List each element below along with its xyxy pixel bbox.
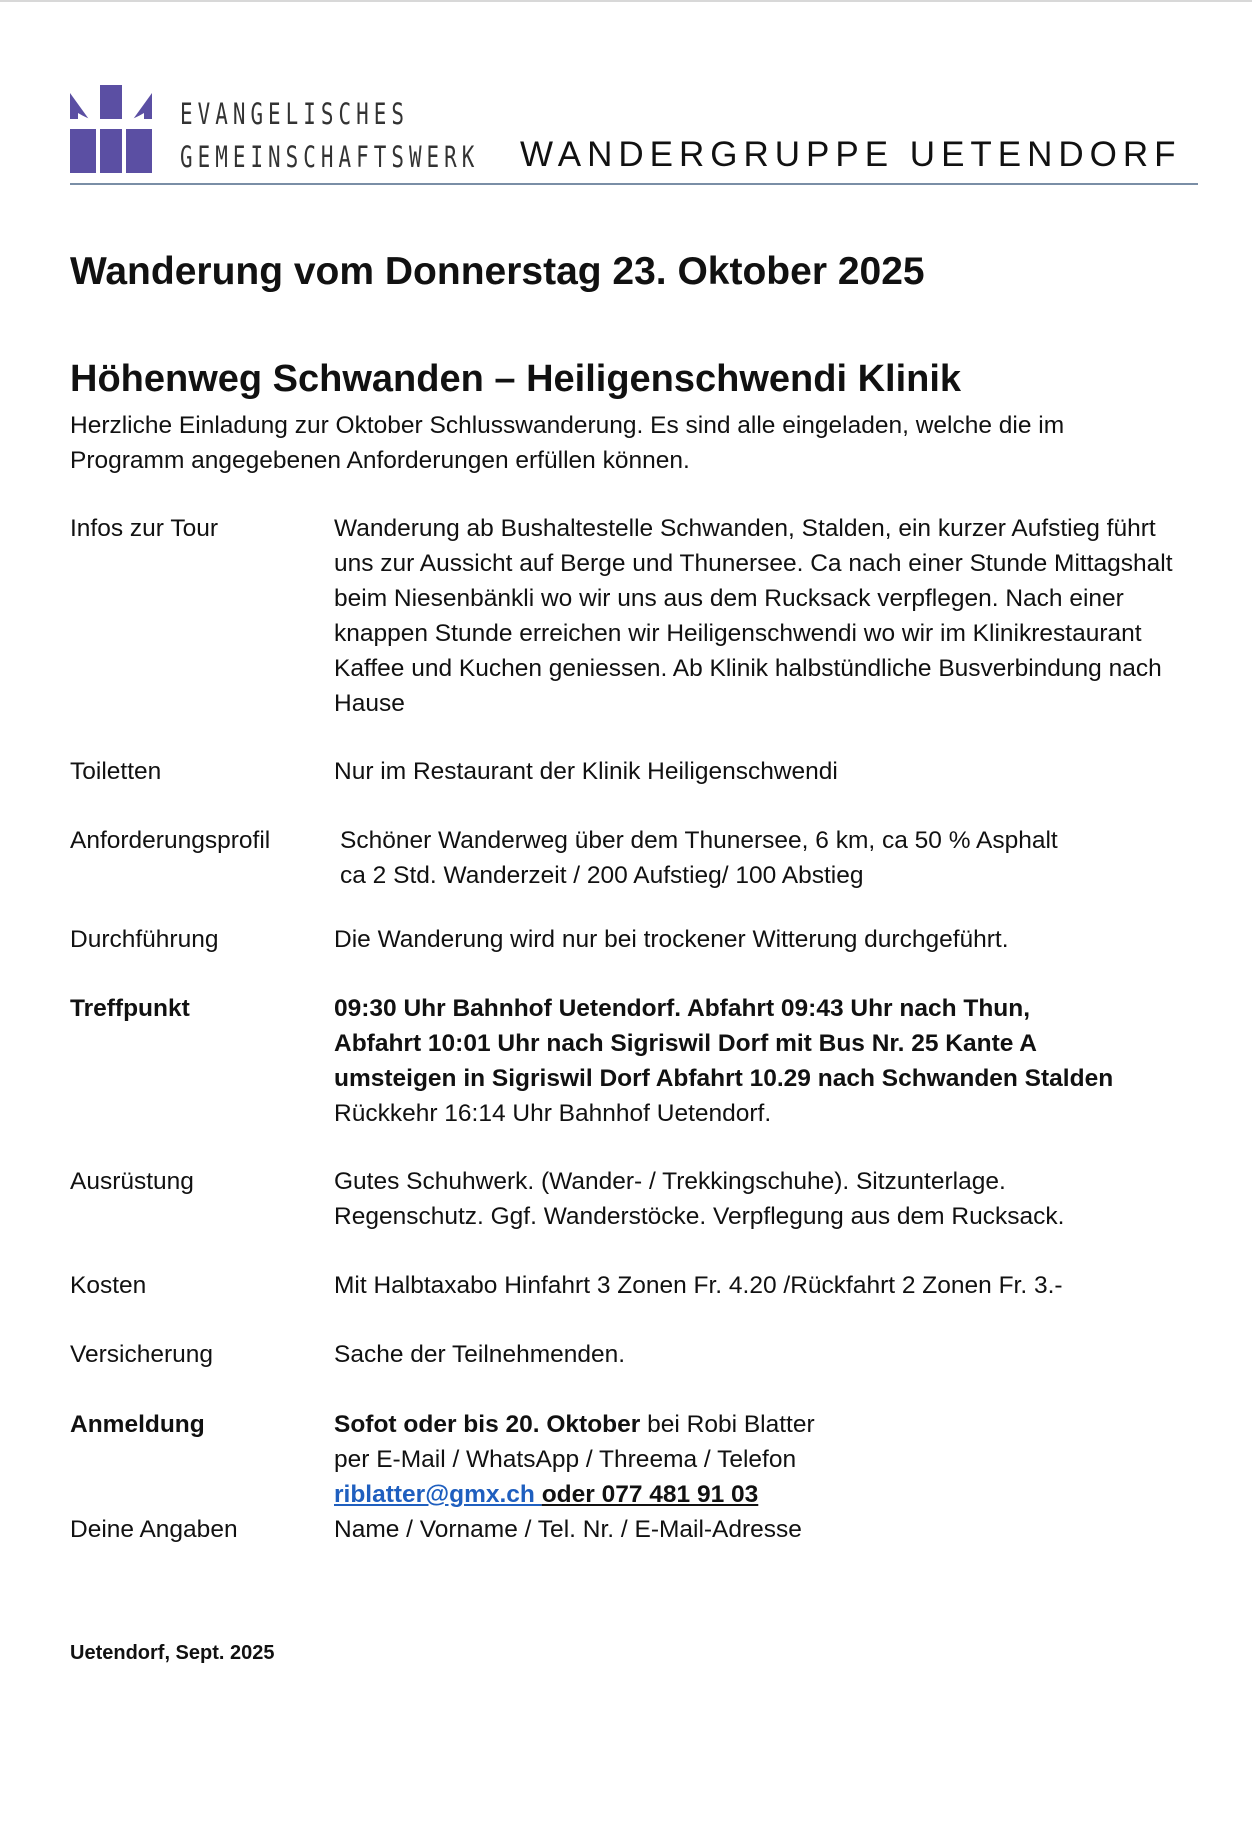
text-line: Schöner Wanderweg über dem Thunersee, 6 km, ca 50 % Asphalt (340, 827, 1058, 854)
intro-line: Programm angegebenen Anforderungen erfüllen können. (70, 447, 690, 474)
section-label: Anforderungsprofil (70, 827, 271, 854)
letterhead (70, 85, 1198, 185)
text-line: ca 2 Std. Wanderzeit / 200 Aufstieg/ 100 Abstieg (340, 862, 864, 889)
text-line: Nur im Restaurant der Klinik Heiligenschwendi (334, 758, 838, 785)
section-label: Anmeldung (70, 1411, 205, 1438)
text-line: 09:30 Uhr Bahnhof Uetendorf. Abfahrt 09:43 Uhr nach Thun, (334, 995, 1031, 1022)
section-label: Toiletten (70, 758, 162, 785)
text-line: Regenschutz. Ggf. Wanderstöcke. Verpflegung aus dem Rucksack. (334, 1203, 1065, 1230)
text-line: umsteigen in Sigriswil Dorf Abfahrt 10.29 nach Schwanden Stalden (334, 1065, 1114, 1092)
church-logo-icon (70, 85, 152, 173)
text-line (334, 1407, 1252, 1442)
intro-text (70, 408, 1180, 478)
org-name (180, 93, 479, 179)
header-divider (70, 183, 1198, 185)
text-line: Rückkehr 16:14 Uhr Bahnhof Uetendorf. (334, 1100, 772, 1127)
text-line: Mit Halbtaxabo Hinfahrt 3 Zonen Fr. 4.20 /Rückfahrt 2 Zonen Fr. 3.- (334, 1272, 1063, 1299)
org-line-1: EVANGELISCHES (180, 97, 409, 131)
phone-number: oder 077 481 91 03 (541, 1481, 759, 1508)
footer-place-date: Uetendorf, Sept. 2025 (70, 1642, 275, 1664)
intro-line: Herzliche Einladung zur Oktober Schlusswanderung. Es sind alle eingeladen, welche die im (70, 412, 1065, 439)
section-label: Versicherung (70, 1341, 214, 1368)
top-border (0, 0, 1252, 2)
text-line: knappen Stunde erreichen wir Heiligenschwendi wo wir im Klinikrestaurant (334, 620, 1142, 647)
org-line-2: GEMEINSCHAFTSWERK (180, 140, 480, 174)
email-link[interactable]: riblatter@gmx.ch (334, 1481, 542, 1508)
text-line: Sache der Teilnehmenden. (334, 1341, 626, 1368)
text-line: Kaffee und Kuchen geniessen. Ab Klinik halbstündliche Busverbindung nach (334, 655, 1162, 682)
section-label: Kosten (70, 1272, 147, 1299)
section-value (334, 922, 1252, 957)
section-label: Deine Angaben (70, 1516, 238, 1543)
text-line: uns zur Aussicht auf Berge und Thunersee. Ca nach einer Stunde Mittagshalt (334, 550, 1173, 577)
text-line: per E-Mail / WhatsApp / Threema / Telefon (334, 1446, 797, 1473)
section-label: Ausrüstung (70, 1168, 194, 1195)
section-value (334, 1512, 1252, 1547)
section-value (334, 1407, 1252, 1512)
section-value (334, 754, 1252, 789)
page-title: Wanderung vom Donnerstag 23. Oktober 2025 (70, 250, 925, 293)
section-label: Durchführung (70, 926, 219, 953)
text-line: beim Niesenbänkli wo wir uns aus dem Rucksack verpflegen. Nach einer (334, 585, 1124, 612)
section-label: Treffpunkt (70, 995, 190, 1022)
section-value (334, 991, 1252, 1131)
section-label: Infos zur Tour (70, 515, 218, 542)
text-line: Name / Vorname / Tel. Nr. / E-Mail-Adresse (334, 1516, 802, 1543)
text-line: Gutes Schuhwerk. (Wander- / Trekkingschuhe). Sitzunterlage. (334, 1168, 1006, 1195)
text-line (334, 1477, 1252, 1512)
group-name: WANDERGRUPPE UETENDORF (520, 135, 1182, 174)
section-value (334, 1164, 1252, 1234)
section-value (334, 1268, 1252, 1303)
section-value (334, 1337, 1252, 1372)
tour-title: Höhenweg Schwanden – Heiligenschwendi Klinik (70, 358, 962, 400)
text-line: Abfahrt 10:01 Uhr nach Sigriswil Dorf mit Bus Nr. 25 Kante A (334, 1030, 1037, 1057)
text-line: Wanderung ab Bushaltestelle Schwanden, Stalden, ein kurzer Aufstieg führt (334, 515, 1156, 542)
section-value (334, 511, 1252, 721)
text-line: Hause (334, 690, 405, 717)
section-value (334, 823, 1252, 893)
text-line: Die Wanderung wird nur bei trockener Witterung durchgeführt. (334, 926, 1009, 953)
deadline-text: Sofot oder bis 20. Oktober (334, 1411, 641, 1438)
contact-person: bei Robi Blatter (640, 1411, 815, 1438)
